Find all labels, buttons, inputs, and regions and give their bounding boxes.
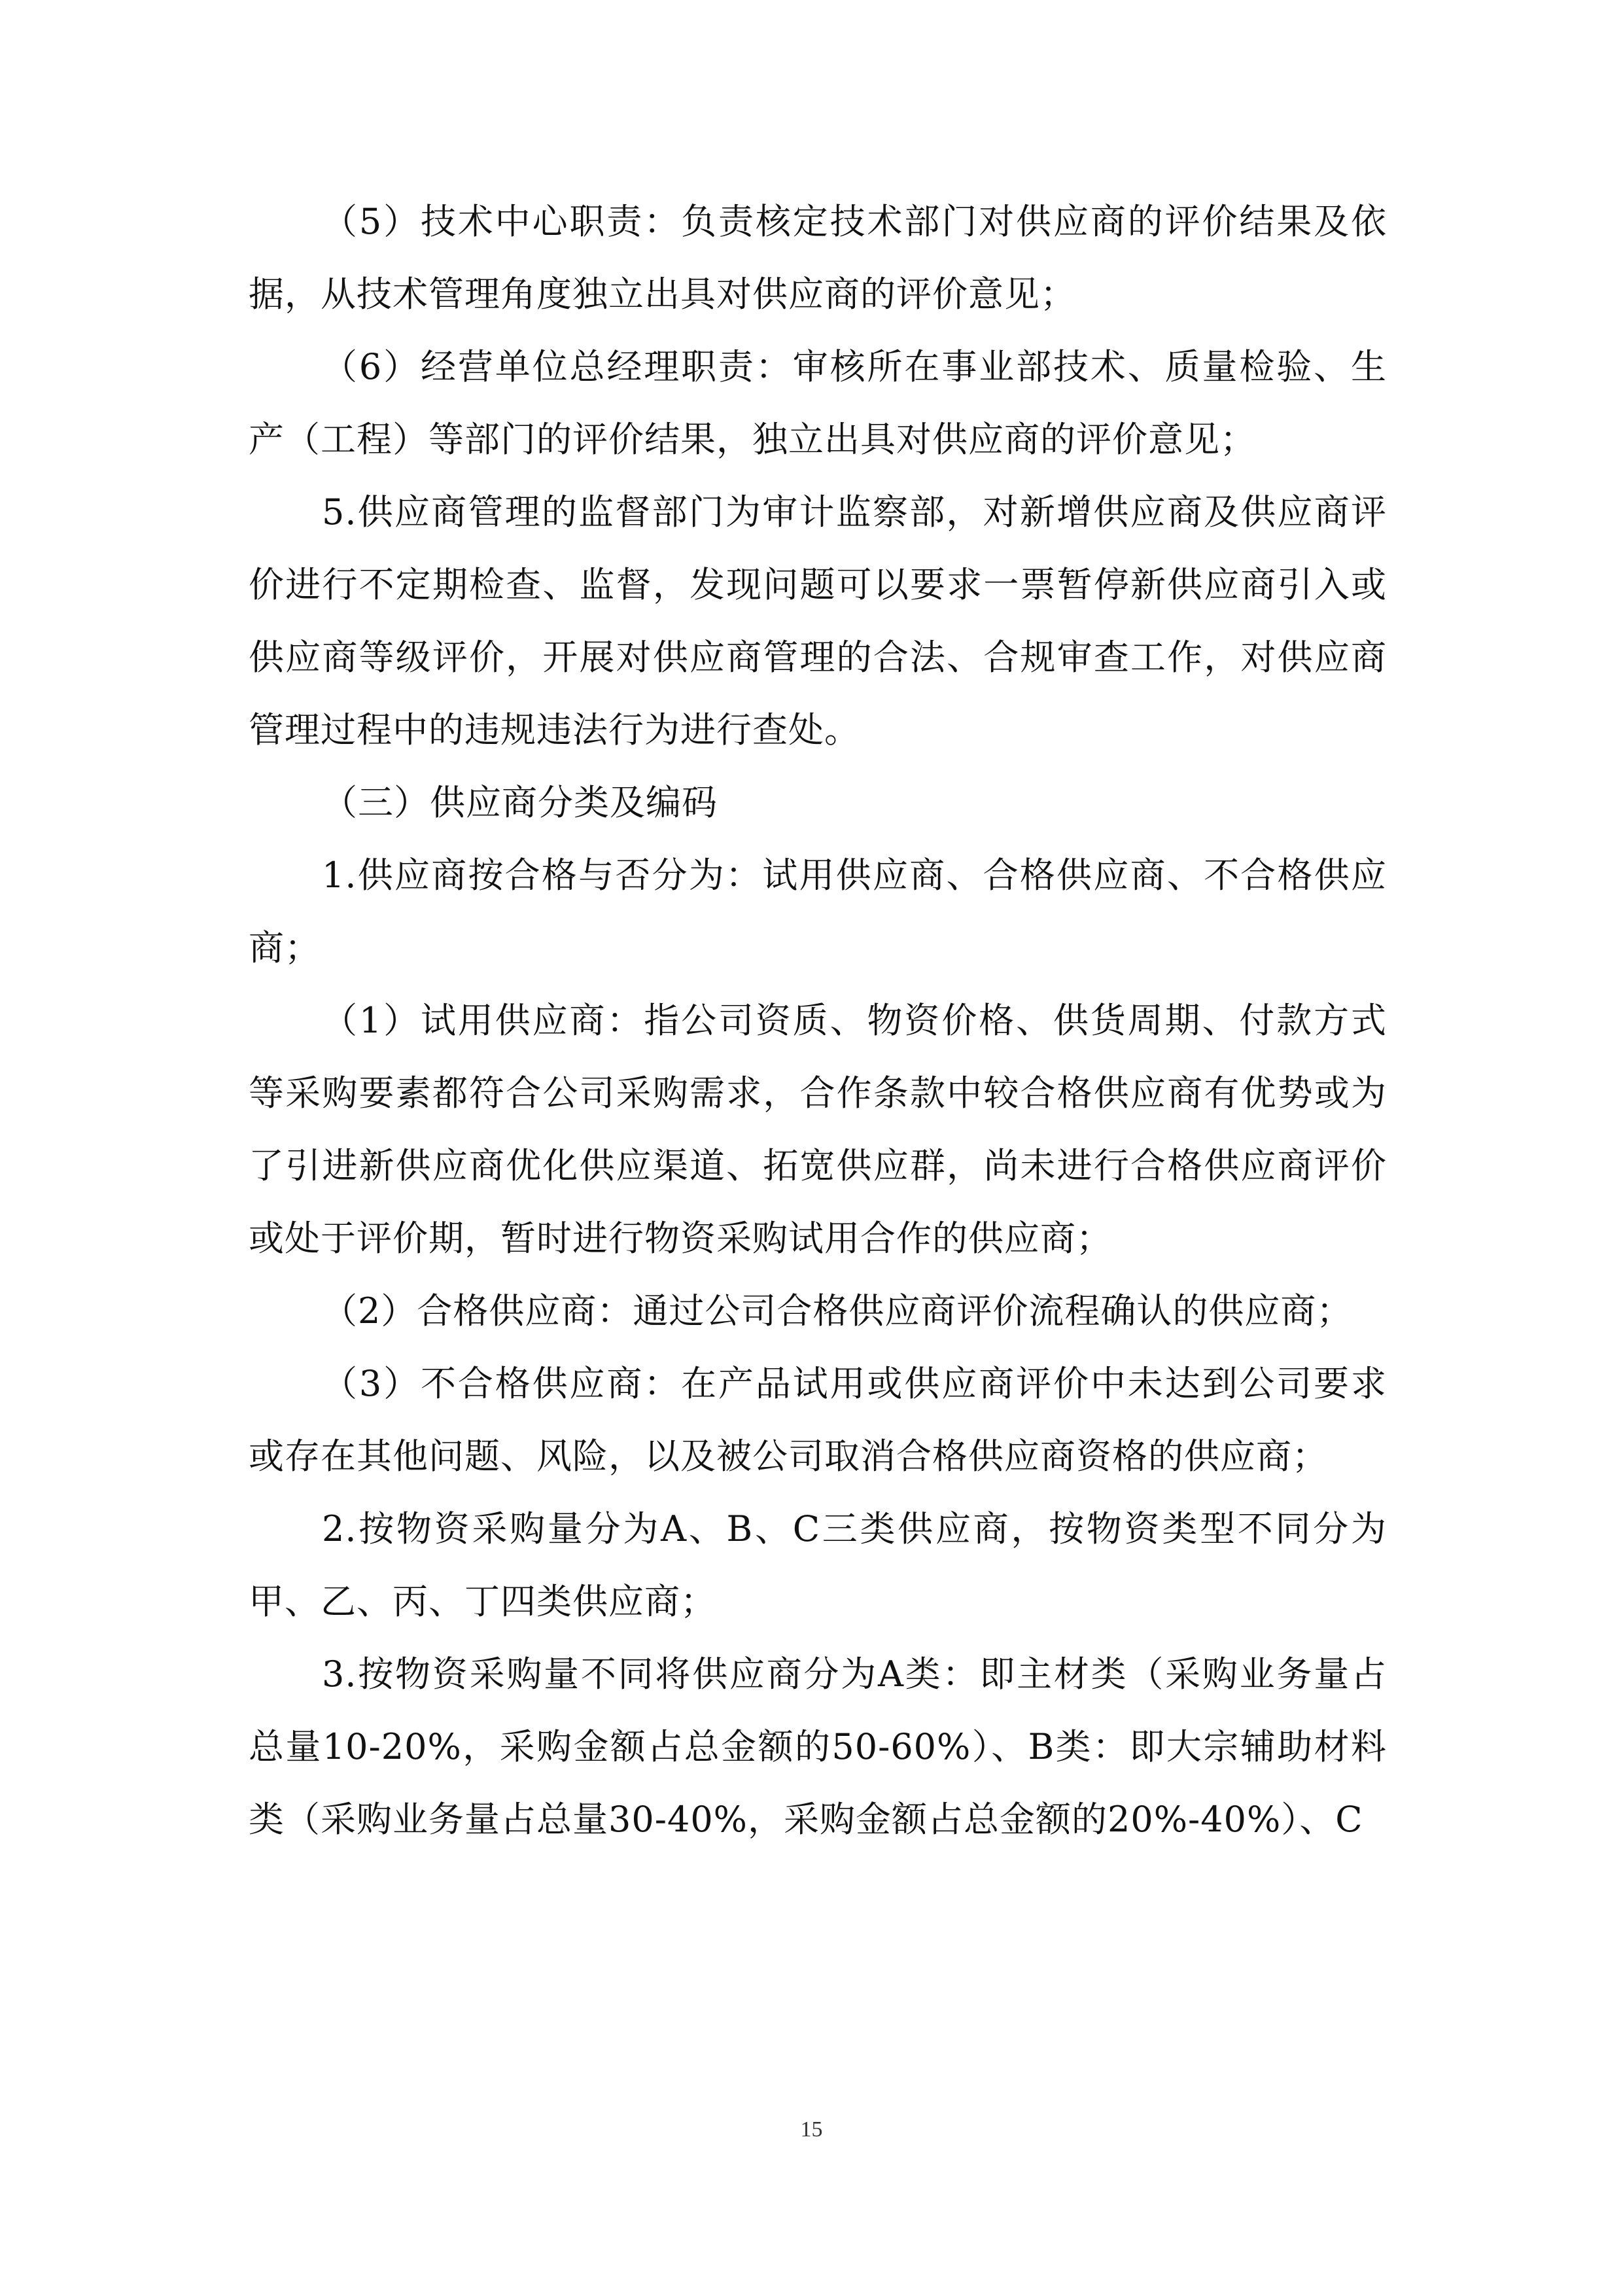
paragraph-qualification-categories: 1.供应商按合格与否分为：试用供应商、合格供应商、不合格供应商； (249, 855, 1387, 968)
paragraph-trial-supplier: （1）试用供应商：指公司资质、物资价格、供货周期、付款方式等采购要素都符合公司采购需求，合作条款中较合格供应商有优势或为了引进新供应商优化供应渠道、拓宽供应群，尚未进行合格供应商评价或处于评价期，暂时进行物资采购试用合作的供应商； (249, 1000, 1387, 1259)
paragraph-tech-center-duties: （5）技术中心职责：负责核定技术部门对供应商的评价结果及依据，从技术管理角度独立出具对供应商的评价意见； (249, 201, 1387, 315)
paragraph-purchase-volume-categories: 2.按物资采购量分为A、B、C三类供应商，按物资类型不同分为甲、乙、丙、丁四类供应商； (249, 1508, 1387, 1622)
paragraph-qualified-supplier: （2）合格供应商：通过公司合格供应商评价流程确认的供应商； (322, 1290, 1353, 1332)
page-number: 15 (800, 2117, 823, 2142)
paragraph-category-definitions: 3.按物资采购量不同将供应商分为A类：即主材类（采购业务量占总量10-20%，采购金额占总金额的50-60%）、B类：即大宗辅助材料类（采购业务量占总量30-40%，采购金额占总金额的20%-40%）、C (249, 1653, 1387, 1840)
paragraph-general-manager-duties: （6）经营单位总经理职责：审核所在事业部技术、质量检验、生产（工程）等部门的评价结果，独立出具对供应商的评价意见； (249, 346, 1387, 460)
body-text (249, 185, 1387, 1856)
section-heading-classification: （三）供应商分类及编码 (322, 782, 718, 823)
paragraph-supervision-department: 5.供应商管理的监督部门为审计监察部，对新增供应商及供应商评价进行不定期检查、监督，发现问题可以要求一票暂停新供应商引入或供应商等级评价，开展对供应商管理的合法、合规审查工作，对供应商管理过程中的违规违法行为进行查处。 (249, 491, 1387, 751)
paragraph-unqualified-supplier: （3）不合格供应商：在产品试用或供应商评价中未达到公司要求或存在其他问题、风险，以及被公司取消合格供应商资格的供应商； (249, 1363, 1387, 1477)
